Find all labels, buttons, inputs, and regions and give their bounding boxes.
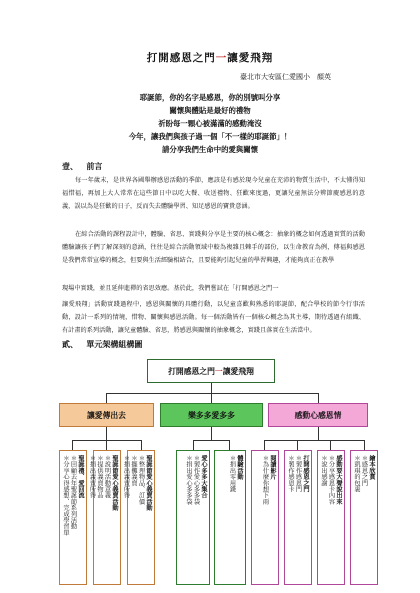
activity-node: 繪本欣賞 ＊感恩之門 ＊凱琪的包裹 bbox=[350, 450, 378, 585]
connector-line bbox=[193, 440, 194, 450]
connector-line bbox=[72, 440, 73, 450]
connector-line bbox=[106, 393, 107, 403]
category-node-gratitude: 感動心感恩情 bbox=[268, 403, 368, 427]
connector-line bbox=[141, 440, 142, 450]
activity-node: 聖誕節愛心義賣活動 ＊整理物品、訂價 ＊擺攤義賣 ＊捐出義賣所得 bbox=[127, 450, 155, 585]
section-heading-1: 壹、 前言 bbox=[62, 161, 103, 171]
connector-line bbox=[211, 427, 212, 440]
paragraph: 現場中實踐，並且延伸進禪的省思效應。基於此，我們嘗試在「打開感恩之門一 bbox=[62, 285, 279, 292]
connector-line bbox=[106, 440, 107, 450]
intro-line: 耶誕節，你的名字是感恩，你的別號叫分享 bbox=[139, 93, 281, 102]
connector-line bbox=[318, 393, 319, 403]
intro-line: 祈盼每一顆心被滿滿的感動淹沒 bbox=[158, 119, 262, 128]
activity-node: 閱讀影片 ＊為什麼你想下雨 bbox=[251, 450, 279, 585]
chart-root-node: 打開感恩之門 一 讓愛飛翔 bbox=[147, 359, 275, 383]
document-title: 打開感恩之門一讓愛飛翔 bbox=[146, 52, 274, 64]
activity-node: 聖誕節愛心義賣活動 ＊說明活動意義 ＊提供義賣物品 ＊捐出義賣所得 bbox=[93, 450, 121, 585]
category-node-joy-love: 樂多多愛多多 bbox=[160, 403, 263, 427]
activity-node: 聖誕禮、愛回流 ＊回顧去年聖誕節系列活動 ＊分享心得感想、完成學習單 bbox=[59, 450, 87, 585]
paragraph: 每一年歲末，是世界各國舉辦感恩活動的季節，應該是有感於現今兒童在充沛的物質生活中，不太懂得知福惜福，再加上大人常常在這些節日中以吃大餐、收送禮物、狂歡來度過，更讓兒童無法分辨節慶感恩的意義，誤以為是狂歡的日子，反而失去體驗學習、知足感恩的寶貴意涵。 bbox=[62, 177, 365, 211]
connector-line bbox=[229, 440, 230, 450]
connector-line bbox=[318, 427, 319, 440]
connector-line bbox=[264, 440, 265, 450]
paragraph: 讓愛飛翔」活動實踐過程中，感恩與關懷的具體行動，以兒童喜歡與熟悉的耶誕節，配合學校的節令行事活動，設計一系列的情境，惜物、關懷與感恩活動。每一個活動皆有一個核心概念為其主導，期待透過有組織、有計畫的系列活動，讓兒童體驗、省思，將感恩與關懷的抽象概念，實踐且落實在生活當中。 bbox=[62, 301, 365, 335]
connector-line bbox=[297, 440, 298, 450]
activity-node: 感動要大聲說出來 ＊分享感恩卡內容 ＊說出感謝 bbox=[317, 450, 345, 585]
category-node-give-love: 讓愛傳出去 bbox=[59, 403, 154, 427]
section-heading-2: 貳、 單元架構組構圖 bbox=[62, 339, 143, 349]
connector-line bbox=[193, 440, 229, 441]
activity-node: 體驗活動 ＊捐出零用錢 bbox=[214, 450, 246, 585]
intro-line: 關懷與體貼是最好的禮物 bbox=[169, 106, 251, 115]
intro-line: 今年，讓我們與孩子過一個「不一樣的耶誕節」！ bbox=[128, 132, 292, 141]
paragraph: 在綜合活動的課程設計中，體驗、省思、實踐與分享是主要的核心概念：抽象的概念如何透過實質的活動體驗讓孩子們了解深刻的意涵，往往是綜合活動領域中較為複雜且棘手的部份，以生命教育為例，傳福與感恩是我們常常宣導的概念，但要與生活經驗相結合，且要能夠引起兒童的學習興趣，才能夠真正在教學 bbox=[62, 231, 365, 265]
connector-line bbox=[106, 427, 107, 440]
intro-line: 請分享我們生命中的愛與關懷 bbox=[161, 145, 259, 154]
connector-line bbox=[211, 383, 212, 393]
connector-line bbox=[211, 393, 212, 403]
activity-node: 打開感恩之門 ＊製作感恩門 ＊製作感恩卡 bbox=[284, 450, 312, 585]
activity-node: 愛心多多大集合 ＊製作愛心多多袋 ＊捐出愛心多多袋 bbox=[176, 450, 210, 585]
connector-line bbox=[106, 393, 318, 394]
connector-line bbox=[264, 440, 364, 441]
connector-line bbox=[364, 440, 365, 450]
connector-line bbox=[72, 440, 142, 441]
connector-line bbox=[330, 440, 331, 450]
author-school: 臺北市大安區仁愛國小 顏英 bbox=[240, 73, 331, 81]
